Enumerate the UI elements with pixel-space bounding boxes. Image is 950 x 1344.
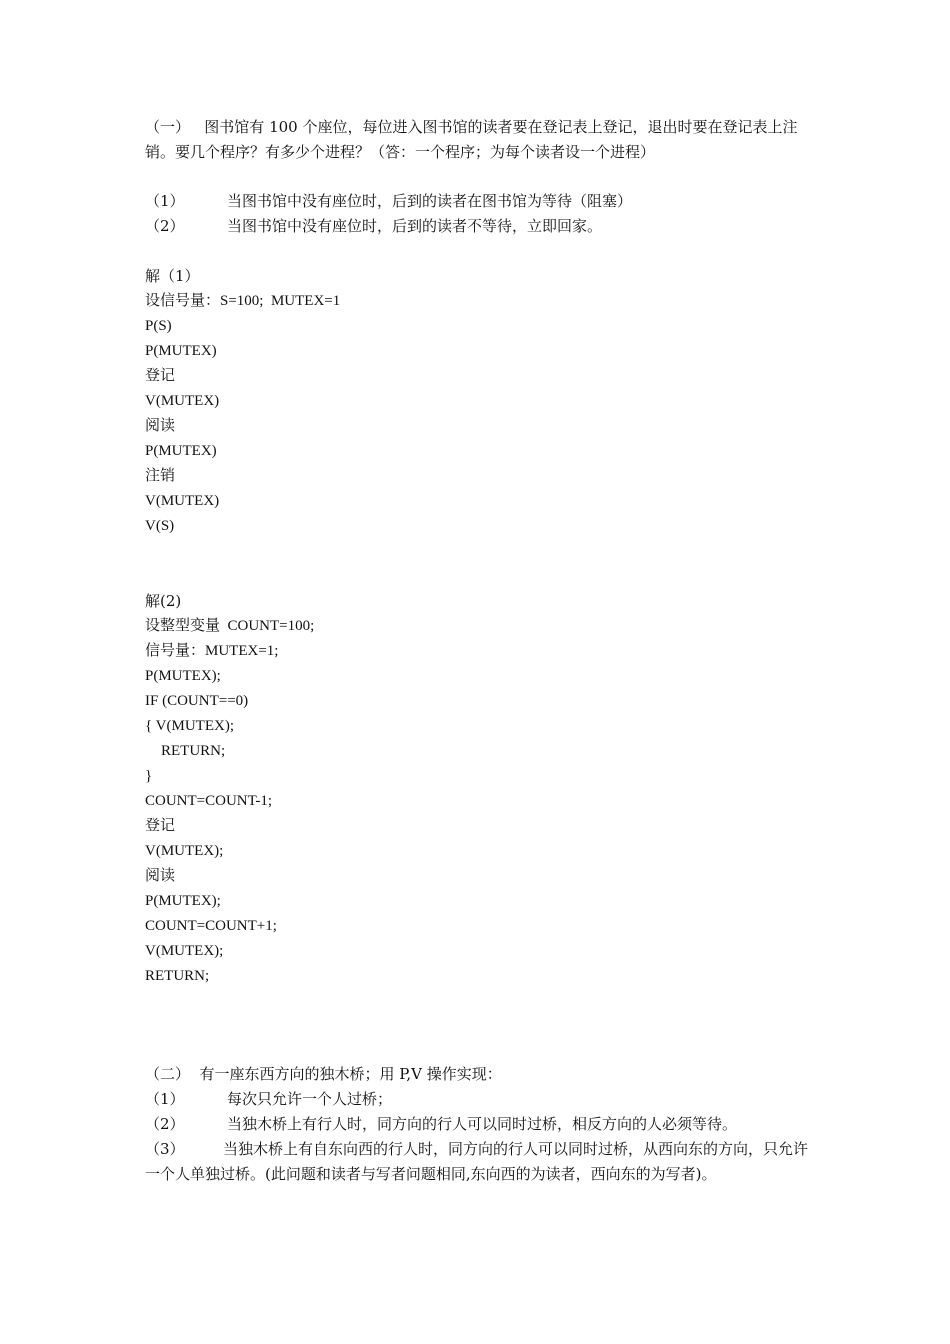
solution-1-line: P(MUTEX) — [145, 443, 217, 459]
solution-1-line: V(MUTEX) — [145, 493, 220, 509]
case-number: （2） — [145, 217, 185, 235]
solution-2-line: COUNT=COUNT+1; — [145, 918, 277, 934]
case-text: 当独木桥上有行人时，同方向的行人可以同时过桥，相反方向的人必须等待。 — [227, 1115, 738, 1133]
solution-2-line: 阅读 — [145, 868, 176, 884]
solution-2-line: { V(MUTEX); — [145, 718, 234, 734]
case-number: （1） — [145, 1090, 185, 1108]
solution-2-line: P(MUTEX); — [145, 893, 221, 909]
case-text: 当独木桥上有自东向西的行人时，同方向的行人可以同时过桥，从西向东的方向，只允许一个人单独过桥。(此问题和读者与写者问题相同,东向西的为读者，西向东的为写者)。 — [145, 1140, 809, 1183]
question-1-case-2 — [145, 214, 602, 239]
solution-2-line: COUNT=COUNT-1; — [145, 793, 273, 809]
case-number: （1） — [145, 192, 185, 210]
case-text: 每次只允许一个人过桥； — [227, 1090, 393, 1108]
solution-2-line: 信号量：MUTEX=1; — [145, 643, 279, 659]
question-2-intro: （二） 有一座东西方向的独木桥；用 P,V 操作实现： — [145, 1065, 502, 1083]
solution-1-line: 注销 — [145, 468, 176, 484]
question-2-case-2 — [145, 1112, 737, 1137]
case-text: 当图书馆中没有座位时，后到的读者在图书馆为等待（阻塞） — [227, 192, 633, 210]
solution-2-line: 设整型变量 COUNT=100; — [145, 618, 315, 634]
solution-2-line: 登记 — [145, 818, 176, 834]
case-number: （2） — [145, 1115, 185, 1133]
question-2-case-1 — [145, 1087, 392, 1112]
solution-1-line: 设信号量：S=100; MUTEX=1 — [145, 293, 341, 309]
solution-1-line: P(MUTEX) — [145, 343, 217, 359]
solution-1-line: V(MUTEX) — [145, 393, 220, 409]
question-1-case-1 — [145, 189, 632, 214]
solution-2-line: P(MUTEX); — [145, 668, 221, 684]
question-2-case-3 — [145, 1137, 810, 1187]
solution-2-title: 解(2) — [145, 592, 182, 610]
solution-1-line: 登记 — [145, 368, 176, 384]
solution-2-line: RETURN; — [161, 743, 226, 759]
solution-2-line: } — [145, 768, 153, 784]
question-1-intro: （一） 图书馆有 100 个座位，每位进入图书馆的读者要在登记表上登记，退出时要在登记表上注销。要几个程序？有多少个进程？（答：一个程序；为每个读者设一个进程） — [145, 118, 798, 161]
solution-2-line: IF (COUNT==0) — [145, 693, 249, 709]
case-text: 当图书馆中没有座位时，后到的读者不等待，立即回家。 — [227, 217, 603, 235]
solution-1-line: 阅读 — [145, 418, 176, 434]
solution-1-title: 解（1） — [145, 267, 200, 285]
solution-1-line: V(S) — [145, 518, 175, 534]
case-number: （3） — [145, 1140, 185, 1158]
solution-2-line: RETURN; — [145, 968, 210, 984]
solution-1-line: P(S) — [145, 318, 172, 334]
solution-2-line: V(MUTEX); — [145, 943, 224, 959]
solution-2-line: V(MUTEX); — [145, 843, 224, 859]
